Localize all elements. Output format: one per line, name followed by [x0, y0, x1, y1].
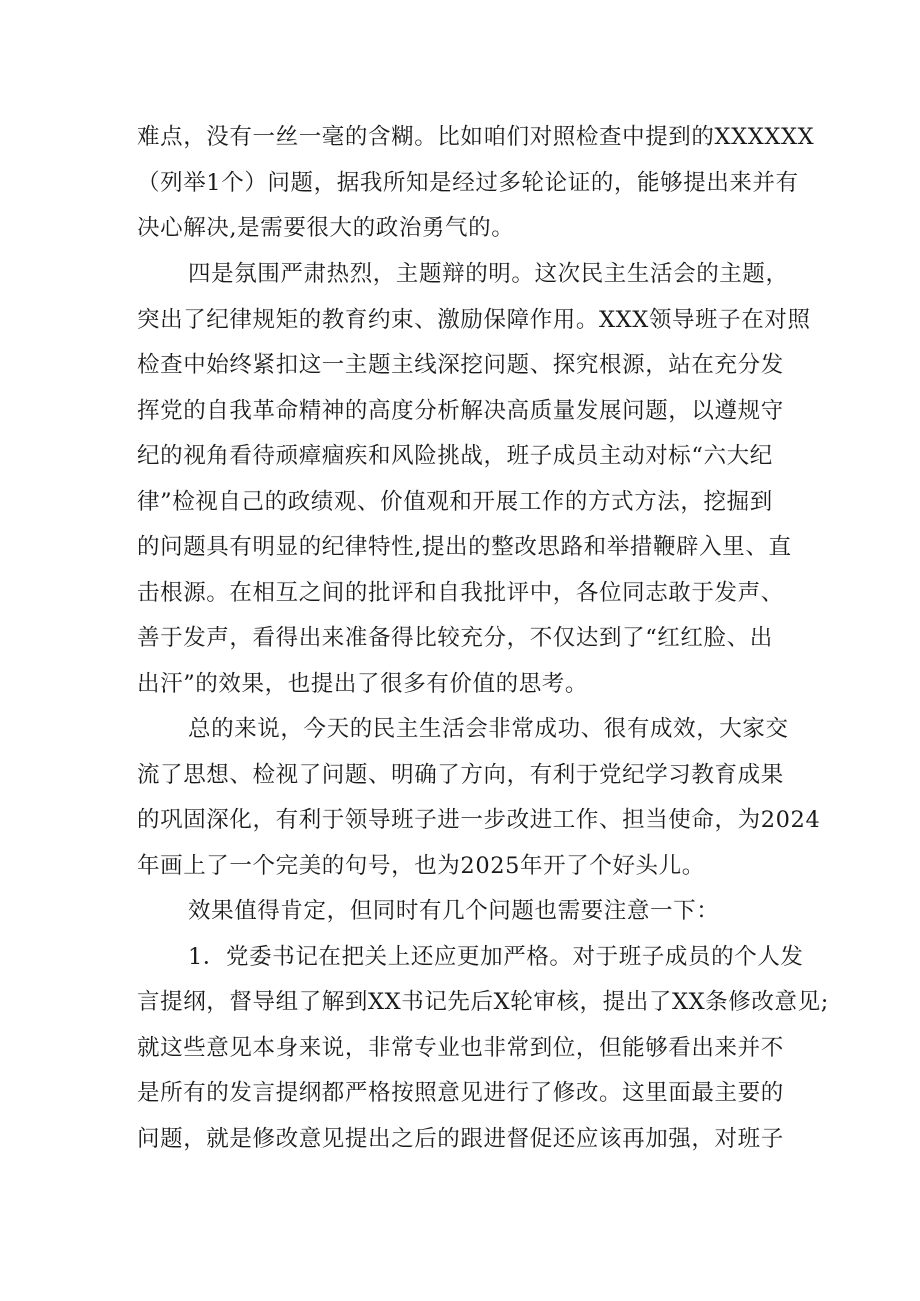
text-line: 决心解决,是需要很大的政治勇气的。	[137, 215, 515, 241]
paragraph-start-line: 总的来说，今天的民主生活会非常成功、很有成效，大家交	[188, 716, 789, 742]
text-line: 流了思想、检视了问题、明确了方向，有利于党纪学习教育成果	[137, 761, 784, 788]
text-line: 纪的视角看待顽瘴痼疾和风险挑战，班子成员主动对标“六大纪	[137, 443, 773, 469]
paragraph-start-line: 1．党委书记在把关上还应更加严格。对于班子成员的个人发	[188, 943, 804, 970]
text-line: 言提纲，督导组了解到XX书记先后X轮审核，提出了XX条修改意见;	[137, 989, 829, 1015]
text-line: 检查中始终紧扣这一主题主线深挖问题、探究根源，站在充分发	[137, 352, 784, 378]
text-line: 挥党的自我革命精神的高度分析解决高质量发展问题，以遵规守	[137, 397, 784, 424]
text-line: （列举1个）问题，据我所知是经过多轮论证的，能够提出来并有	[137, 169, 799, 196]
text-line: 击根源。在相互之间的批评和自我批评中，各位同志敢于发声、	[137, 579, 784, 606]
paragraph-start-line: 效果值得肯定，但同时有几个问题也需要注意一下：	[188, 898, 720, 924]
text-line: 年画上了一个完美的句号，也为2025年开了个好头儿。	[137, 852, 705, 879]
text-line: 的问题具有明显的纪律特性,提出的整改思路和举措鞭辟入里、直	[137, 534, 792, 560]
text-line: 是所有的发言提纲都严格按照意见进行了修改。这里面最主要的	[137, 1080, 784, 1106]
paragraph-start-line: 四是氛围严肃热烈，主题辩的明。这次民主生活会的主题，	[188, 261, 789, 287]
text-line: 出汗”的效果，也提出了很多有价值的思考。	[137, 670, 589, 697]
text-line: 突出了纪律规矩的教育约束、激励保障作用。XXX领导班子在对照	[137, 306, 811, 333]
text-line: 善于发声，看得出来准备得比较充分，不仅达到了“红红脸、出	[137, 625, 773, 651]
text-line: 难点，没有一丝一毫的含糊。比如咱们对照检查中提到的XXXXXX	[137, 124, 815, 150]
text-line: 问题，就是修改意见提出之后的跟进督促还应该再加强，对班子	[137, 1125, 784, 1152]
text-line: 律”检视自己的政绩观、价值观和开展工作的方式方法，挖掘到	[137, 488, 773, 515]
text-line: 就这些意见本身来说，非常专业也非常到位，但能够看出来并不	[137, 1034, 784, 1061]
text-line: 的巩固深化，有利于领导班子进一步改进工作、担当使命，为2024	[137, 807, 821, 833]
